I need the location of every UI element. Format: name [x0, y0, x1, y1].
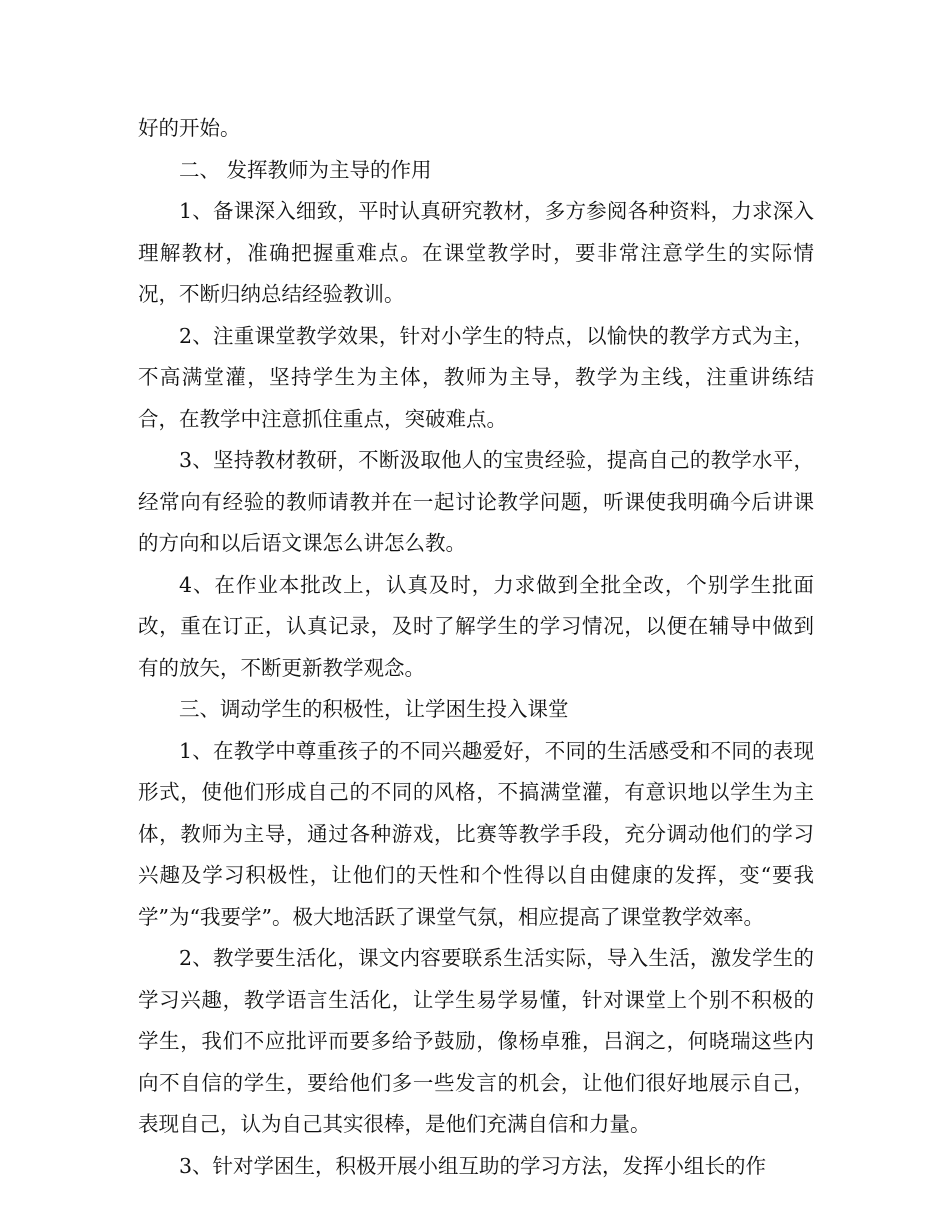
paragraph: 4、在作业本批改上，认真及时，力求做到全批全改，个别学生批面改，重在订正，认真记录，及时了解学生的学习情况，以便在辅导中做到有的放矢，不断更新教学观念。 [138, 572, 814, 680]
paragraph: 1、在教学中尊重孩子的不同兴趣爱好，不同的生活感受和不同的表现形式，使他们形成自己的不同的风格，不搞满堂灌，有意识地以学生为主体，教师为主导，通过各种游戏，比赛等教学手段，充分调动他们的学习兴趣及学习积极性，让他们的天性和个性得以自由健康的发挥，变“要我学”为“我要学”。极大地活跃了课堂气氛，相应提高了课堂教学效率。 [138, 738, 814, 929]
paragraph-continuation: 好的开始。 [138, 116, 241, 140]
paragraph: 3、坚持教材教研，不断汲取他人的宝贵经验，提高自己的教学水平，经常向有经验的教师请教并在一起讨论教学问题，听课使我明确今后讲课的方向和以后语文课怎么讲怎么教。 [138, 448, 814, 555]
paragraph: 2、教学要生活化，课文内容要联系生活实际，导入生活，激发学生的学习兴趣，教学语言生活化，让学生易学易懂，针对课堂上个别不积极的学生，我们不应批评而要多给予鼓励，像杨卓雅，吕润之，何晓瑞这些内向不自信的学生，要给他们多一些发言的机会，让他们很好地展示自己，表现自己，认为自己其实很棒，是他们充满自信和力量。 [138, 946, 814, 1136]
paragraph: 2、注重课堂教学效果，针对小学生的特点，以愉快的教学方式为主，不高满堂灌，坚持学生为主体，教师为主导，教学为主线，注重讲练结合，在教学中注意抓住重点，突破难点。 [138, 323, 814, 431]
document-page [138, 108, 814, 1187]
paragraph: 1、备课深入细致，平时认真研究教材，多方参阅各种资料，力求深入理解教材，准确把握重难点。在课堂教学时，要非常注意学生的实际情况，不断归纳总结经验教训。 [138, 199, 814, 306]
section-heading-3: 三、调动学生的积极性，让学困生投入课堂 [179, 697, 569, 721]
section-heading-2: 二、 发挥教师为主导的作用 [179, 157, 432, 182]
paragraph: 3、针对学困生，积极开展小组互助的学习方法，发挥小组长的作 [179, 1153, 767, 1178]
